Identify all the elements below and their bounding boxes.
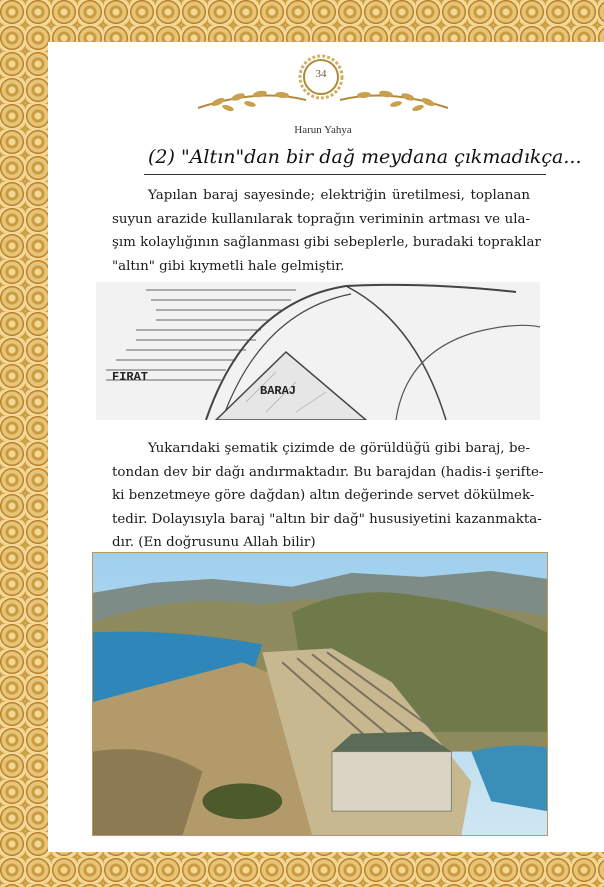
paragraph-line: tedir. Dolayısıyla baraj "altın bir dağ" hususiyetini kazanmakta- (112, 511, 542, 527)
page-header (188, 50, 458, 136)
dam-schematic-drawing (96, 282, 540, 420)
paragraph-line: suyun arazide kullanılarak toprağın veriminin artması ve ula- (112, 211, 530, 227)
diagram-label-river: FIRAT (112, 370, 149, 384)
paragraph-line: Yukarıdaki şematik çizimde de görüldüğü gibi baraj, be- (148, 441, 530, 456)
diagram-label-dam: BARAJ (260, 384, 297, 398)
paragraph-line: şım kolaylığının sağlanması gibi sebeplerle, buradaki topraklar (112, 235, 541, 250)
page-number: 34 (315, 68, 327, 80)
laurel-branch-icon (188, 78, 458, 118)
heading-underline (144, 174, 546, 175)
section-heading: (2) "Altın"dan bir dağ meydana çıkmadıkça... (148, 146, 582, 168)
paragraph-line: dır. (En doğrusunu Allah bilir) (112, 535, 316, 550)
paragraph-line: tondan dev bir dağı andırmaktadır. Bu barajdan (hadis-i şerifte- (112, 464, 544, 480)
dam-photograph (92, 552, 548, 836)
paragraph-explanation (112, 437, 544, 555)
paragraph-line: ki benzetmeye göre dağdan) altın değerinde servet dökülmek- (112, 488, 535, 503)
page (48, 42, 604, 852)
paragraph-line: "altın" gibi kıymetli hale gelmiştir. (112, 258, 345, 274)
paragraph-intro (112, 184, 541, 278)
paragraph-line: Yapılan baraj sayesinde; elektriğin üretilmesi, toplanan (148, 188, 530, 203)
running-header-author: Harun Yahya (294, 124, 352, 136)
